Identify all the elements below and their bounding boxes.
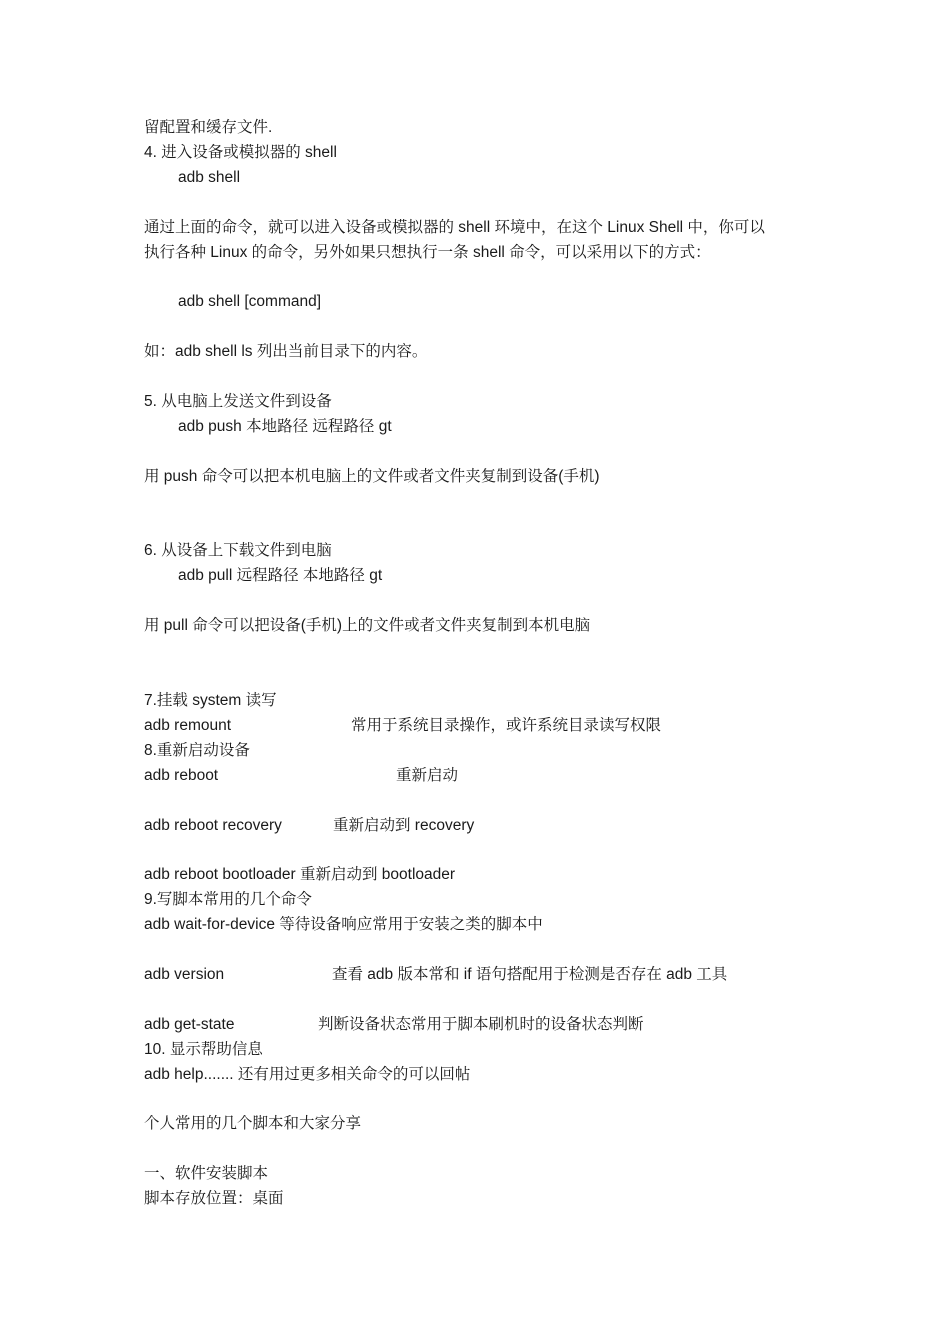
text-line: 如：adb shell ls 列出当前目录下的内容。 [144, 343, 428, 360]
command-description: 重新启动到 recovery [333, 817, 475, 834]
text-line: 用 push 命令可以把本机电脑上的文件或者文件夹复制到设备(手机) [144, 468, 600, 485]
command-description: 重新启动 [396, 767, 459, 784]
command-description: 查看 adb 版本常和 if 语句搭配用于检测是否存在 adb 工具 [332, 966, 728, 983]
section-heading: 5. 从电脑上发送文件到设备 [144, 393, 332, 410]
command-line: adb shell [178, 169, 241, 186]
command-text: adb reboot [144, 767, 219, 784]
command-line [144, 1015, 644, 1035]
command-description: 常用于系统目录操作，或许系统目录读写权限 [351, 717, 662, 734]
section-heading: 7.挂载 system 读写 [144, 692, 277, 709]
section-heading: 10. 显示帮助信息 [144, 1041, 263, 1058]
text-line: 留配置和缓存文件. [144, 119, 273, 136]
command-text: adb reboot recovery [144, 817, 282, 834]
section-heading: 4. 进入设备或模拟器的 shell [144, 144, 337, 161]
text-line: 用 pull 命令可以把设备(手机)上的文件或者文件夹复制到本机电脑 [144, 617, 591, 634]
section-heading: 6. 从设备上下载文件到电脑 [144, 542, 332, 559]
text-line: 执行各种 Linux 的命令，另外如果只想执行一条 shell 命令，可以采用以下的方式： [144, 244, 711, 261]
command-line: adb shell [command] [178, 293, 322, 310]
command-line: adb reboot bootloader 重新启动到 bootloader [144, 866, 456, 883]
command-line: adb pull 远程路径 本地路径 gt [178, 567, 383, 584]
text-line: 个人常用的几个脚本和大家分享 [144, 1115, 362, 1132]
command-description: 判断设备状态常用于脚本刷机时的设备状态判断 [318, 1016, 644, 1033]
command-line [144, 716, 662, 736]
section-heading: 一、软件安装脚本 [144, 1165, 269, 1182]
command-text: adb version [144, 966, 225, 983]
text-line: 通过上面的命令，就可以进入设备或模拟器的 shell 环境中，在这个 Linux Shell 中，你可以 [144, 219, 765, 236]
command-line: adb help....... 还有用过更多相关命令的可以回帖 [144, 1066, 471, 1083]
command-text: adb get-state [144, 1016, 235, 1033]
command-line [144, 766, 459, 786]
command-line: adb wait-for-device 等待设备响应常用于安装之类的脚本中 [144, 916, 543, 933]
command-line: adb push 本地路径 远程路径 gt [178, 418, 392, 435]
command-line [144, 965, 728, 985]
section-heading: 8.重新启动设备 [144, 742, 250, 759]
command-text: adb remount [144, 717, 232, 734]
command-line [144, 816, 475, 836]
section-heading: 9.写脚本常用的几个命令 [144, 891, 312, 908]
text-line: 脚本存放位置：桌面 [144, 1190, 284, 1207]
